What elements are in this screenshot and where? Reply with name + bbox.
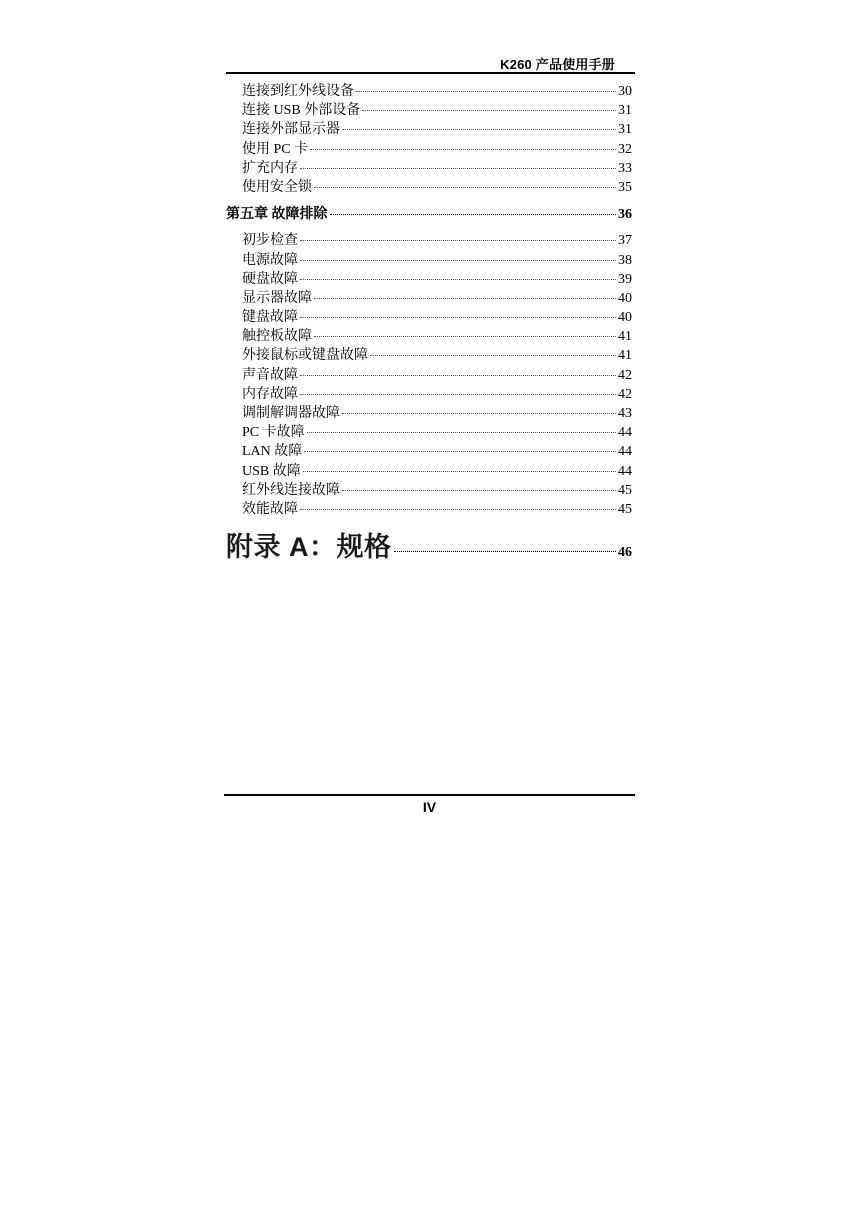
appendix-title: 附录 A：规格	[226, 532, 392, 563]
toc-entry-title: 效能故障	[242, 501, 298, 517]
toc-entry-title: 触控板故障	[242, 329, 312, 345]
chapter-page: 36	[618, 207, 632, 223]
toc-entry[interactable]	[226, 385, 632, 404]
toc-entry-title: 连接外部显示器	[242, 122, 340, 138]
dot-leader	[307, 432, 616, 433]
toc-entry[interactable]	[226, 462, 632, 481]
dot-leader	[342, 129, 616, 130]
page-header	[226, 52, 635, 74]
toc-chapter-heading[interactable]	[226, 205, 632, 224]
dot-leader	[300, 375, 616, 376]
toc-entry[interactable]	[226, 404, 632, 423]
toc-entry-page: 40	[618, 290, 632, 306]
toc-entry[interactable]	[226, 500, 632, 519]
page-footer	[224, 794, 635, 820]
toc-entry-page: 42	[618, 386, 632, 402]
dot-leader	[314, 298, 616, 299]
header-title: K260 产品使用手册	[500, 57, 615, 72]
toc-entry-page: 38	[618, 252, 632, 268]
toc-entry[interactable]	[226, 101, 632, 120]
dot-leader	[300, 240, 616, 241]
toc-entry-page: 45	[618, 482, 632, 498]
toc-entry-page: 30	[618, 84, 632, 99]
toc-entry[interactable]	[226, 82, 632, 101]
dot-leader	[330, 214, 617, 215]
toc-entry-page: 32	[618, 141, 632, 157]
dot-leader	[300, 168, 616, 169]
toc-entry[interactable]	[226, 178, 632, 197]
toc-entry[interactable]	[226, 346, 632, 365]
toc-entry-page: 45	[618, 501, 632, 517]
dot-leader	[300, 394, 616, 395]
toc-entry-page: 44	[618, 463, 632, 479]
toc-entry-page: 37	[618, 233, 632, 249]
dot-leader	[356, 91, 616, 92]
toc-entry-page: 42	[618, 367, 632, 383]
toc-entry[interactable]	[226, 442, 632, 461]
toc-group-2	[226, 231, 632, 519]
toc-entry[interactable]	[226, 423, 632, 442]
dot-leader	[300, 317, 616, 318]
toc-group-1	[226, 82, 632, 197]
dot-leader	[300, 279, 616, 280]
toc-entry-title: 使用安全锁	[242, 179, 312, 195]
appendix-page: 46	[618, 545, 632, 561]
toc-entry-title: 硬盘故障	[242, 271, 298, 287]
toc-entry[interactable]	[226, 140, 632, 159]
toc-entry-title: LAN 故障	[242, 444, 303, 460]
toc-entry-page: 40	[618, 310, 632, 326]
dot-leader	[310, 149, 616, 150]
toc-entry-page: 44	[618, 425, 632, 441]
toc-entry-page: 31	[618, 122, 632, 138]
toc-entry-title: 调制解调器故障	[242, 406, 340, 421]
dot-leader	[370, 355, 616, 356]
toc-entry-title: 外接鼠标或键盘故障	[242, 348, 368, 364]
dot-leader	[304, 451, 616, 452]
toc-entry-page: 31	[618, 103, 632, 119]
dot-leader	[342, 490, 616, 491]
toc-entry-title: 显示器故障	[242, 290, 312, 306]
toc-entry-title: 声音故障	[242, 367, 298, 383]
toc-entry-title: 扩充内存	[242, 160, 298, 176]
dot-leader	[314, 336, 616, 337]
toc-entry[interactable]	[226, 231, 632, 250]
toc-entry-page: 44	[618, 444, 632, 460]
toc-entry-page: 41	[618, 329, 632, 345]
toc-entry-title: 使用 PC 卡	[242, 141, 309, 157]
toc-entry-page: 33	[618, 160, 632, 176]
toc-entry-title: 连接到红外线设备	[242, 84, 354, 99]
toc-entry[interactable]	[226, 120, 632, 139]
toc-entry[interactable]	[226, 327, 632, 346]
dot-leader	[300, 260, 616, 261]
dot-leader	[362, 110, 616, 111]
toc-entry[interactable]	[226, 366, 632, 385]
table-of-contents	[226, 82, 632, 563]
toc-entry[interactable]	[226, 159, 632, 178]
toc-entry[interactable]	[226, 481, 632, 500]
toc-entry-page: 39	[618, 271, 632, 287]
toc-entry[interactable]	[226, 308, 632, 327]
toc-appendix-heading[interactable]	[226, 531, 632, 563]
dot-leader	[303, 471, 616, 472]
footer-page-number: IV	[422, 799, 437, 815]
toc-entry-title: 红外线连接故障	[242, 482, 340, 498]
toc-entry[interactable]	[226, 270, 632, 289]
dot-leader	[342, 413, 616, 414]
toc-entry-page: 41	[618, 348, 632, 364]
toc-entry-title: PC 卡故障	[242, 425, 305, 441]
toc-entry[interactable]	[226, 289, 632, 308]
dot-leader	[314, 187, 616, 188]
toc-entry-title: 电源故障	[242, 252, 298, 268]
toc-entry-page: 43	[618, 406, 632, 421]
dot-leader	[300, 509, 616, 510]
toc-entry-title: 连接 USB 外部设备	[242, 103, 361, 119]
chapter-title: 第五章 故障排除	[226, 207, 328, 223]
toc-entry-title: USB 故障	[242, 463, 301, 479]
toc-entry-page: 35	[618, 179, 632, 195]
toc-entry-title: 初步检查	[242, 233, 298, 249]
toc-entry-title: 键盘故障	[242, 310, 298, 326]
toc-entry[interactable]	[226, 251, 632, 270]
dot-leader	[394, 551, 617, 552]
toc-entry-title: 内存故障	[242, 386, 298, 402]
